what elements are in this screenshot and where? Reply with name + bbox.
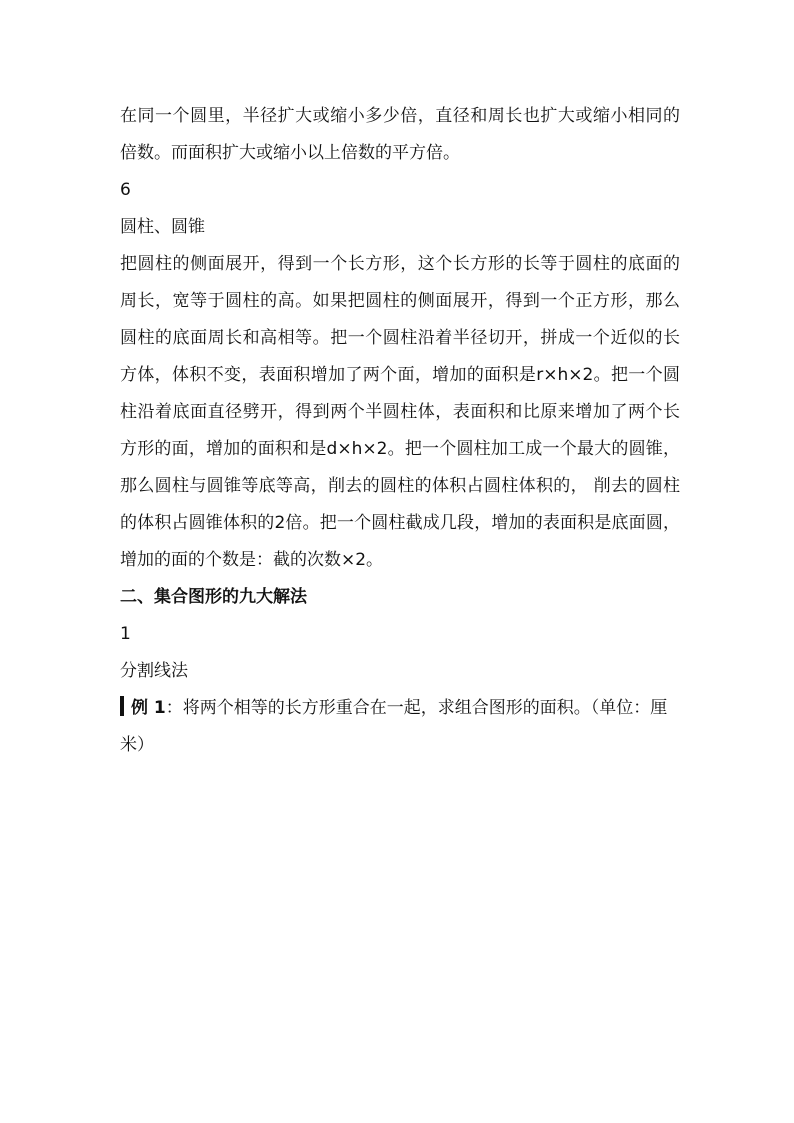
paragraph-cylinder-cone: 把圆柱的侧面展开，得到一个长方形，这个长方形的长等于圆柱的底面的周长，宽等于圆柱的高。如果把圆柱的侧面展开，得到一个正方形，那么圆柱的底面周长和高相等。把一个圆柱沿着半径切开，拼成一个近似的长方体，体积不变，表面积增加了两个面，增加的面积是r×h×2。把一个圆柱沿着底面直径劈开，得到两个半圆柱体，表面积和比原来增加了两个长方形的面，增加的面积和是d×h×2。把一个圆柱加工成一个最大的圆锥，那么圆柱与圆锥等底等高，削去的圆柱的体积占圆柱体积的， 削去的圆柱的体积占圆锥体积的2倍。把一个圆柱截成几段，增加的表面积是底面圆，增加的面的个数是：截的次数×2。 bbox=[120, 254, 680, 570]
example-text: ：将两个相等的长方形重合在一起，求组合图形的面积。（单位：厘米） bbox=[120, 698, 668, 755]
example-label: 例 1 bbox=[131, 698, 166, 718]
section-number: 1 bbox=[120, 624, 131, 644]
example-paragraph bbox=[120, 690, 680, 764]
chapter-heading: 二、集合图形的九大解法 bbox=[120, 587, 307, 607]
example-marker-bar bbox=[120, 696, 124, 716]
section-title: 分割线法 bbox=[120, 661, 188, 681]
document-content bbox=[120, 98, 680, 764]
section-number: 6 bbox=[120, 180, 131, 200]
section-title: 圆柱、圆锥 bbox=[120, 217, 205, 237]
paragraph-circle-scaling: 在同一个圆里，半径扩大或缩小多少倍，直径和周长也扩大或缩小相同的倍数。而面积扩大或缩小以上倍数的平方倍。 bbox=[120, 106, 680, 163]
